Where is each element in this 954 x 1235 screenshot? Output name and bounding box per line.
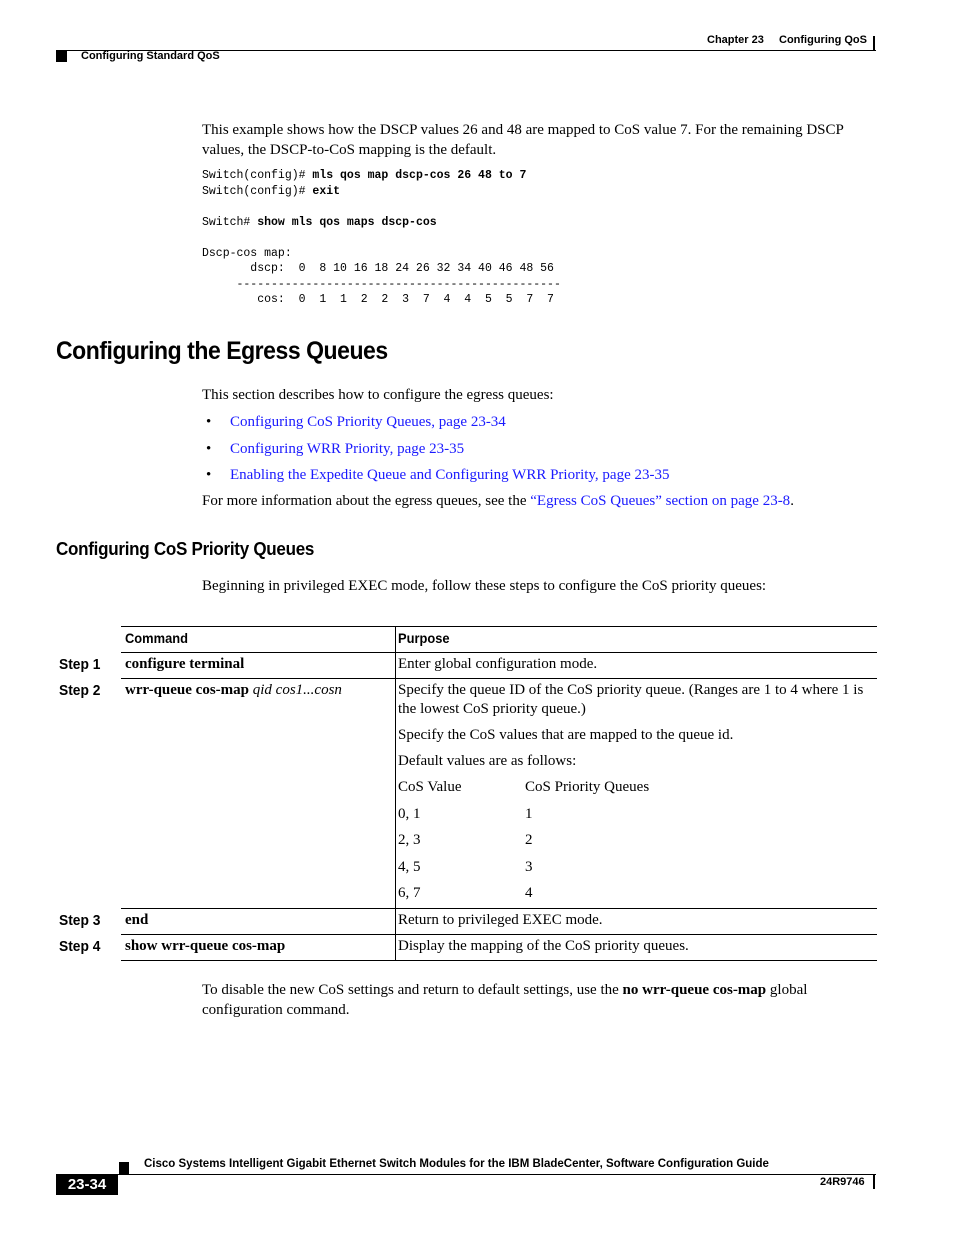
header-chapter: Chapter 23 (707, 34, 764, 46)
link-cos-priority-queues[interactable]: Configuring CoS Priority Queues, page 23-34 (230, 414, 506, 430)
footer-rule (56, 1174, 876, 1175)
code-line (202, 199, 762, 215)
code-line (202, 230, 762, 246)
footer-guide-title: Cisco Systems Intelligent Gigabit Ethernet Switch Modules for the IBM BladeCenter, Software Configuration Guide (144, 1158, 769, 1170)
page-number-box (56, 1175, 118, 1195)
step-purpose-detail: Specify the CoS values that are mapped to the queue id. (398, 727, 734, 743)
code-line: cos: 0 1 1 2 2 3 7 4 4 5 5 7 7 (202, 293, 554, 306)
table-rule-top (121, 626, 877, 627)
mapping-header-priority-queue: CoS Priority Queues (525, 779, 650, 795)
list-item[interactable] (202, 466, 872, 493)
bullet-icon: • (206, 414, 212, 430)
page-number: 23-34 (67, 1176, 107, 1193)
egress-topic-list (202, 413, 872, 493)
step-purpose: Display the mapping of the CoS priority queues. (398, 938, 689, 954)
link-egress-cos-queues[interactable]: “Egress CoS Queues” section on page 23-8 (530, 493, 791, 509)
code-line: ----------------------------------------------- (202, 277, 561, 291)
column-header-command: Command (125, 630, 188, 646)
list-item[interactable] (202, 413, 872, 440)
table-rule-step3 (121, 934, 877, 935)
code-block (202, 168, 762, 308)
section1-intro: This section describes how to configure the egress queues: (202, 387, 554, 403)
bullet-icon: • (206, 440, 212, 457)
mapping-queue: 4 (525, 885, 533, 901)
mapping-queue: 1 (525, 806, 533, 822)
step-purpose: Enter global configuration mode. (398, 656, 598, 672)
step-purpose: Specify the queue ID of the CoS priority queue. (Ranges are 1 to 4 where 1 is the lowest CoS priority queue.) (398, 682, 864, 717)
step-command: show wrr-queue cos-map (125, 938, 286, 954)
mapping-cos-value: 0, 1 (398, 806, 421, 822)
bullet-icon: • (206, 467, 212, 483)
step-purpose: Return to privileged EXEC mode. (398, 912, 603, 928)
footer-right-tick (873, 1175, 875, 1189)
step-command: wrr-queue cos-map qid cos1...cosn (125, 682, 342, 698)
section-title-egress-queues: Configuring the Egress Queues (56, 337, 388, 365)
mapping-header-cos-value: CoS Value (398, 779, 462, 795)
table-rule-header (121, 652, 877, 653)
code-line: Switch(config)# mls qos map dscp-cos 26 48 to 7 (202, 169, 527, 182)
mapping-cos-value: 6, 7 (398, 885, 421, 901)
list-item[interactable] (202, 440, 872, 467)
intro-paragraph: This example shows how the DSCP values 26 and 48 are mapped to CoS value 7. For the remaining DSCP values, the DSCP-to-CoS mapping is the default. (202, 122, 844, 158)
footer-doc-number: 24R9746 (820, 1176, 865, 1188)
link-expedite-queue[interactable]: Enabling the Expedite Queue and Configuring WRR Priority, page 23-35 (230, 467, 670, 483)
footer-marker (119, 1162, 129, 1174)
code-line: Switch(config)# exit (202, 184, 341, 198)
mapping-queue: 2 (525, 832, 533, 848)
code-line: Dscp-cos map: (202, 246, 292, 260)
table-rule-step2 (121, 908, 877, 909)
column-header-purpose: Purpose (398, 630, 450, 646)
link-wrr-priority[interactable]: Configuring WRR Priority, page 23-35 (230, 440, 465, 457)
step-label: Step 2 (59, 682, 101, 699)
section1-more-info (202, 492, 892, 512)
step-label: Step 1 (59, 656, 101, 673)
header-section-marker (56, 51, 67, 62)
header-chapter-title: Configuring QoS (779, 34, 867, 46)
table-rule-step1 (121, 678, 877, 679)
table-rule-bottom (121, 960, 877, 961)
mapping-queue: 3 (525, 859, 533, 875)
table-column-divider (395, 626, 396, 961)
step-label: Step 3 (59, 912, 101, 929)
mapping-cos-value: 2, 3 (398, 832, 421, 848)
mapping-cos-value: 4, 5 (398, 859, 421, 875)
header-section: Configuring Standard QoS (81, 50, 220, 62)
code-line: dscp: 0 8 10 16 18 24 26 32 34 40 46 48 56 (202, 262, 554, 275)
section2-intro: Beginning in privileged EXEC mode, follow these steps to configure the CoS priority queues: (202, 578, 767, 594)
more-info-suffix: . (790, 493, 794, 509)
step-label: Step 4 (59, 938, 101, 955)
code-line: Switch# show mls qos maps dscp-cos (202, 215, 437, 229)
step-command: end (125, 912, 149, 928)
section-title-cos-priority-queues: Configuring CoS Priority Queues (56, 538, 315, 559)
step-purpose-detail: Default values are as follows: (398, 753, 577, 769)
closing-paragraph: To disable the new CoS settings and return to default settings, use the no wrr-queue cos-map global configuration command. (202, 982, 808, 1018)
more-info-prefix: For more information about the egress queues, see the (202, 493, 531, 509)
header-right-tick (873, 36, 875, 50)
step-command: configure terminal (125, 656, 245, 672)
